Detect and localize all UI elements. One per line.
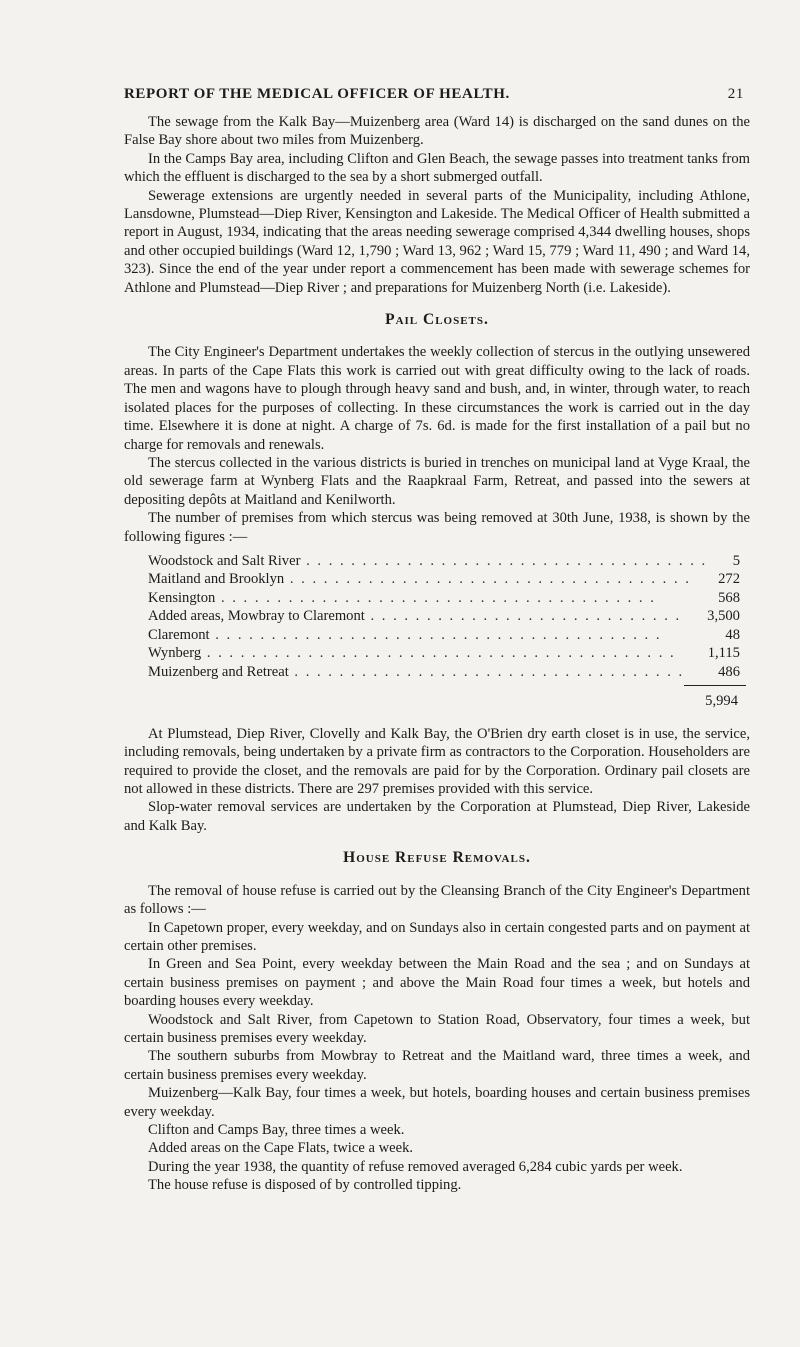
section-heading-house-refuse: House Refuse Removals. bbox=[343, 849, 531, 867]
premises-count: 486 bbox=[718, 663, 740, 680]
premises-table bbox=[124, 552, 752, 682]
paragraph: In Capetown proper, every weekday, and on Sundays also in certain congested parts and on payment at certain other premises. bbox=[124, 919, 750, 954]
district-name: Maitland and Brooklyn bbox=[148, 571, 285, 588]
table-row: Added areas, Mowbray to Claremont . . . . . . . . . . . . . . . . . . . . . . . . . . . . 3,500 bbox=[124, 607, 752, 626]
premises-count: 1,115 bbox=[707, 645, 740, 662]
paragraph: Muizenberg—Kalk Bay, four times a week, but hotels, boarding houses and certain business premises every weekday. bbox=[124, 1085, 750, 1120]
premises-count: 48 bbox=[725, 626, 740, 643]
paragraph: The sewage from the Kalk Bay—Muizenberg area (Ward 14) is discharged on the sand dunes on the False Bay shore about two miles from Muizenberg. bbox=[124, 114, 750, 149]
paragraph: In the Camps Bay area, including Clifton and Glen Beach, the sewage passes into treatment tanks from which the effluent is discharged to the sea by a short submerged outfall. bbox=[124, 150, 750, 186]
district-name: Added areas, Mowbray to Claremont bbox=[148, 608, 365, 625]
paragraph: Sewerage extensions are urgently needed in several parts of the Municipality, including Athlone, Lansdowne, Plumstead—Diep River, Kensington and Lakeside. The Medical Officer of Health submitted a report in August, 1934, indicating that the areas needing sewerage comprised 4,344 dwelling houses, shops and other occupied buildings (Ward 12, 1,790 ; Ward 13, 962 ; Ward 15, 779 ; Ward 11, 490 ; and Ward 14, 323). Since the end of the year under report a commencement has been made with sewerage schemes for Athlone and Plumstead—Diep River ; and preparations for Muizenberg North (i.e. Lakeside). bbox=[124, 187, 750, 296]
table-row: Woodstock and Salt River . . . . . . . . . . . . . . . . . . . . . . . . . . . . . . . . . . . . 5 bbox=[124, 552, 752, 571]
paragraph: Slop-water removal services are undertaken by the Corporation at Plumstead, Diep River, Lakeside and Kalk Bay. bbox=[124, 799, 750, 834]
report-title: REPORT OF THE MEDICAL OFFICER OF HEALTH. bbox=[124, 86, 510, 102]
paragraph: During the year 1938, the quantity of refuse removed averaged 6,284 cubic yards per week. bbox=[148, 1158, 683, 1175]
table-row: Claremont . . . . . . . . . . . . . . . . . . . . . . . . . . . . . . . . . . . . . . . . 48 bbox=[124, 626, 752, 645]
paragraph: At Plumstead, Diep River, Clovelly and Kalk Bay, the O'Brien dry earth closet is in use, the service, including removals, being undertaken by a private firm as contractors to the Corporation. Householders are required to provide the closet, and the removals are paid for by the Corporation. Ordinary pail closets are not allowed in these districts. There are 297 premises provided with this service. bbox=[124, 725, 750, 798]
district-name: Kensington bbox=[148, 589, 216, 606]
district-name: Wynberg bbox=[148, 645, 202, 662]
table-row: Kensington . . . . . . . . . . . . . . . . . . . . . . . . . . . . . . . . . . . . . . . 568 bbox=[124, 589, 752, 608]
premises-count: 5 bbox=[732, 552, 740, 569]
premises-total: 5,994 bbox=[705, 693, 738, 710]
total-rule bbox=[684, 685, 746, 686]
premises-count: 272 bbox=[718, 571, 740, 588]
table-row: Wynberg . . . . . . . . . . . . . . . . . . . . . . . . . . . . . . . . . . . . . . . . . . 1,115 bbox=[124, 644, 752, 663]
paragraph: The southern suburbs from Mowbray to Retreat and the Maitland ward, three times a week, and certain business premises every weekday. bbox=[124, 1048, 750, 1083]
premises-count: 3,500 bbox=[707, 608, 740, 625]
section-heading-pail-closets: Pail Closets. bbox=[385, 311, 489, 329]
district-name: Muizenberg and Retreat bbox=[148, 663, 289, 680]
table-row: Muizenberg and Retreat . . . . . . . . . . . . . . . . . . . . . . . . . . . . . . . . . . . 486 bbox=[124, 663, 752, 682]
district-name: Woodstock and Salt River bbox=[148, 552, 301, 569]
paragraph: The stercus collected in the various districts is buried in trenches on municipal land at Vyge Kraal, the old sewerage farm at Wynberg Flats and the Raapkraal Farm, Retreat, and passed into the sewers at depositing depôts at Maitland and Kenilworth. bbox=[124, 454, 750, 508]
paragraph: Added areas on the Cape Flats, twice a week. bbox=[148, 1140, 414, 1157]
paragraph: Woodstock and Salt River, from Capetown to Station Road, Observatory, four times a week, but certain business premises every weekday. bbox=[124, 1011, 750, 1046]
district-name: Claremont bbox=[148, 626, 210, 643]
premises-count: 568 bbox=[718, 589, 740, 606]
paragraph: The number of premises from which stercus was being removed at 30th June, 1938, is shown by the following figures :— bbox=[124, 510, 750, 545]
page-body bbox=[124, 113, 750, 1195]
paragraph: The house refuse is disposed of by controlled tipping. bbox=[148, 1177, 462, 1194]
paragraph: The City Engineer's Department undertakes the weekly collection of stercus in the outlying unsewered areas. In parts of the Cape Flats this work is carried out with great difficulty owing to the lack of roads. The men and wagons have to plough through heavy sand and bush, and, in winter, through water, to reach isolated places for the purposes of collecting. In these circumstances the work is carried out in the day time. Elsewhere it is done at night. A charge of 7s. 6d. is made for the first installation of a pail but no charge for removals and renewals. bbox=[124, 344, 750, 453]
paragraph: Clifton and Camps Bay, three times a week. bbox=[148, 1121, 405, 1138]
table-row: Maitland and Brooklyn . . . . . . . . . . . . . . . . . . . . . . . . . . . . . . . . . . . . 272 bbox=[124, 570, 752, 589]
paragraph: The removal of house refuse is carried out by the Cleansing Branch of the City Engineer's Department as follows :— bbox=[124, 882, 750, 918]
page-number: 21 bbox=[727, 86, 744, 102]
paragraph: In Green and Sea Point, every weekday between the Main Road and the sea ; and on Sundays at certain business premises on payment ; and above the Main Road four times a week, but hotels and boarding houses every weekday. bbox=[124, 956, 750, 1010]
